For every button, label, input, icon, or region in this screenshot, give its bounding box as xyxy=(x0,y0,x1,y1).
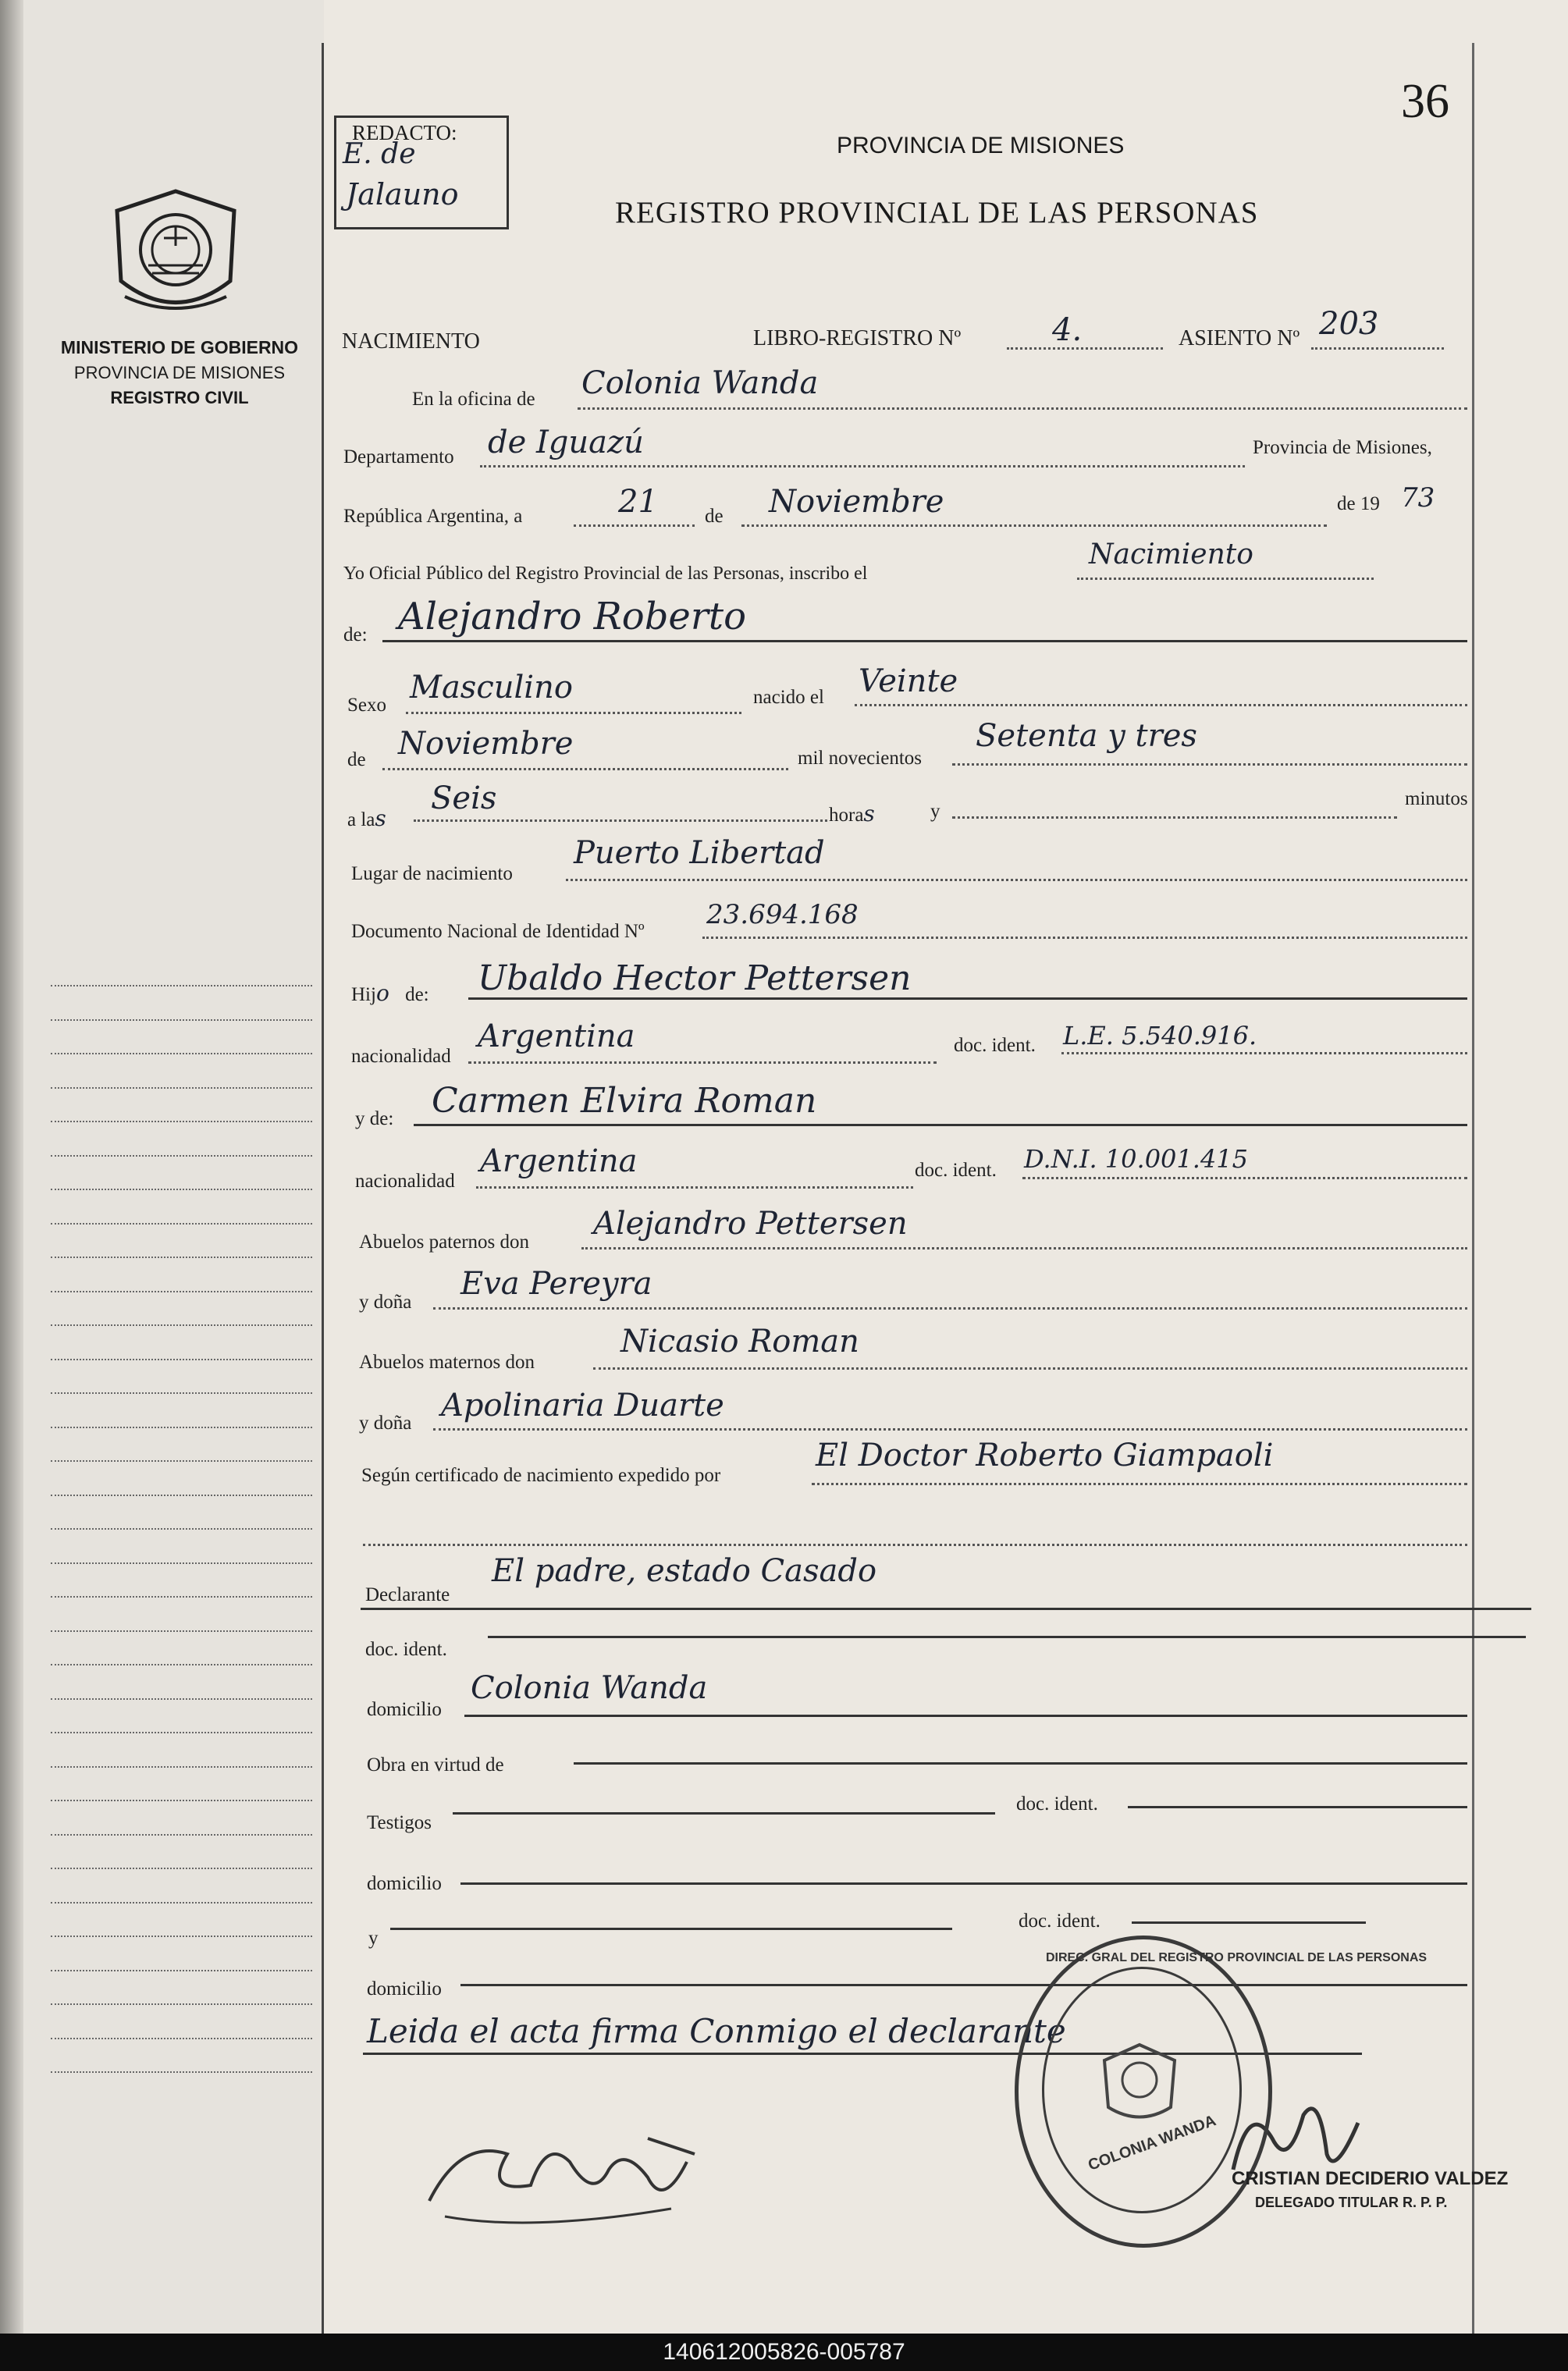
redacto-hand-2: Jalauno xyxy=(346,177,459,212)
declarante-docident-line xyxy=(488,1636,1526,1638)
ala-label xyxy=(347,805,386,831)
abuela-materna-label: y doña xyxy=(359,1413,412,1434)
year-prefix: de 19 xyxy=(1337,493,1380,514)
domicilio2-line xyxy=(460,1882,1467,1885)
mil-dots xyxy=(952,763,1467,766)
document-code-bar xyxy=(0,2334,1568,2371)
sexo-dots xyxy=(406,712,741,714)
sexo-value: Masculino xyxy=(410,670,573,706)
asiento-dots xyxy=(1311,347,1444,350)
hora-text: hora xyxy=(829,805,864,826)
asiento-value: 203 xyxy=(1319,306,1379,342)
testigos-docident-label: doc. ident. xyxy=(1016,1793,1098,1815)
name-label: de: xyxy=(343,624,368,645)
ministry-line-3: REGISTRO CIVIL xyxy=(110,388,249,407)
redacto-label: REDACTO: xyxy=(352,121,457,144)
margin-dotted-line xyxy=(51,1019,312,1021)
certificado-dots-2 xyxy=(363,1544,1467,1546)
abuelo-paterno-value: Alejandro Pettersen xyxy=(593,1206,908,1242)
asiento-label: ASIENTO Nº xyxy=(1179,326,1300,350)
declarant-signature-icon xyxy=(414,2107,741,2240)
day-dots xyxy=(574,524,695,527)
certificado-dots xyxy=(812,1483,1467,1485)
minutos-dots xyxy=(952,816,1397,819)
mother-docident-label: doc. ident. xyxy=(915,1160,997,1181)
stamp-inner-text: COLONIA WANDA xyxy=(1086,2112,1218,2174)
mother-nationality-value: Argentina xyxy=(480,1143,638,1179)
y2-docident-label: doc. ident. xyxy=(1019,1911,1100,1932)
libro-dots xyxy=(1007,347,1163,350)
declarante-label: Declarante xyxy=(365,1584,450,1605)
margin-dotted-line xyxy=(51,1528,312,1530)
month-dots xyxy=(741,524,1327,527)
margin-dotted-line xyxy=(51,1392,312,1394)
name-line xyxy=(382,640,1467,642)
libro-label: LIBRO-REGISTRO Nº xyxy=(753,326,962,350)
mother-nationality-label: nacionalidad xyxy=(355,1171,455,1192)
obra-line xyxy=(574,1762,1467,1765)
hijo-text: Hij xyxy=(351,984,376,1005)
declarante-value: El padre, estado Casado xyxy=(492,1553,877,1589)
margin-dotted-line xyxy=(51,2038,312,2039)
hijo-suffix: o xyxy=(375,980,389,1006)
ala-suffix: s xyxy=(375,805,386,831)
margin-dotted-line xyxy=(51,1698,312,1700)
oficina-label: En la oficina de xyxy=(412,389,535,410)
margin-dotted-line xyxy=(51,1291,312,1292)
oficina-dots xyxy=(578,407,1467,410)
margin-dotted-line xyxy=(51,1664,312,1665)
day-value: 21 xyxy=(618,484,658,520)
lugar-label: Lugar de nacimiento xyxy=(351,863,513,884)
domicilio2-label: domicilio xyxy=(367,1873,442,1894)
margin-dotted-line xyxy=(51,1630,312,1632)
ministry-line-2: PROVINCIA DE MISIONES xyxy=(73,363,286,382)
departamento-dots xyxy=(480,465,1245,467)
margin-dotted-line xyxy=(51,2071,312,2073)
redacto-box xyxy=(334,116,509,229)
record-type-label: NACIMIENTO xyxy=(342,329,480,354)
ministry-line-1: MINISTERIO DE GOBIERNO xyxy=(60,337,299,357)
margin-dotted-line xyxy=(51,985,312,986)
margin-dotted-line xyxy=(51,2003,312,2005)
departamento-label: Departamento xyxy=(343,446,454,467)
hora-value: Seis xyxy=(431,780,497,816)
margin-dotted-line xyxy=(51,1324,312,1326)
margin-dotted-line xyxy=(51,1189,312,1190)
margin-dotted-line xyxy=(51,1800,312,1801)
father-docident-label: doc. ident. xyxy=(954,1035,1036,1056)
provincia-label: Provincia de Misiones, xyxy=(1253,437,1432,458)
testigos-line xyxy=(453,1812,995,1815)
margin-dotted-line xyxy=(51,1902,312,1904)
signatory-role: DELEGADO TITULAR R. P. P. xyxy=(1255,2195,1448,2210)
republica-label: República Argentina, a xyxy=(343,506,523,527)
oficial-dots xyxy=(1077,578,1374,580)
de-label: de xyxy=(705,506,724,527)
obra-label: Obra en virtud de xyxy=(367,1754,504,1776)
certificado-value: El Doctor Roberto Giampaoli xyxy=(816,1438,1274,1473)
abuelo-materno-value: Nicasio Roman xyxy=(620,1324,859,1360)
abuelos-paternos-label: Abuelos paternos don xyxy=(359,1232,530,1253)
hijo-label xyxy=(351,980,429,1006)
mil-label: mil novecientos xyxy=(798,748,922,769)
hora-dots xyxy=(414,819,827,822)
margin-dotted-line xyxy=(51,1562,312,1564)
abuela-materna-value: Apolinaria Duarte xyxy=(441,1388,724,1424)
father-doc-value: L.E. 5.540.916. xyxy=(1063,1021,1257,1050)
father-nationality-label: nacionalidad xyxy=(351,1046,451,1067)
abuelo-materno-dots xyxy=(593,1367,1467,1370)
margin-dotted-line xyxy=(51,1223,312,1225)
father-nationality-value: Argentina xyxy=(478,1018,635,1054)
mother-doc-value: D.N.I. 10.001.415 xyxy=(1024,1144,1249,1174)
documento-label: Documento Nacional de Identidad Nº xyxy=(351,921,645,942)
mil-value: Setenta y tres xyxy=(976,718,1197,754)
abuelo-paterno-dots xyxy=(581,1247,1467,1249)
birth-month-label: de xyxy=(347,749,366,770)
abuela-paterna-label: y doña xyxy=(359,1292,412,1313)
mother-nationality-dots xyxy=(476,1186,913,1189)
domicilio3-label: domicilio xyxy=(367,1978,442,2000)
margin-dotted-line xyxy=(51,1257,312,1258)
margin-dotted-line xyxy=(51,1732,312,1733)
lugar-value: Puerto Libertad xyxy=(574,835,825,871)
binding-shadow xyxy=(0,0,23,2334)
departamento-value: de Iguazú xyxy=(488,425,644,460)
declarante-docident-label: doc. ident. xyxy=(365,1639,447,1660)
margin-dotted-line xyxy=(51,1970,312,1971)
domicilio-line xyxy=(464,1715,1467,1717)
year-value: 73 xyxy=(1401,482,1435,514)
libro-value: 4. xyxy=(1052,312,1083,348)
nacido-label: nacido el xyxy=(753,687,824,708)
father-docident-dots xyxy=(1061,1052,1467,1054)
sexo-label: Sexo xyxy=(347,695,386,716)
margin-dotted-line xyxy=(51,1868,312,1869)
oficial-value: Nacimiento xyxy=(1089,539,1253,571)
abuela-paterna-value: Eva Pereyra xyxy=(460,1266,652,1302)
testigos-label: Testigos xyxy=(367,1812,432,1833)
hijo-de-text: de: xyxy=(405,984,429,1005)
ala-text: a la xyxy=(347,809,375,830)
margin-dotted-line xyxy=(51,1460,312,1462)
margin-dotted-line xyxy=(51,1936,312,1937)
name-value: Alejandro Roberto xyxy=(398,595,746,638)
margin-dotted-line xyxy=(51,1834,312,1836)
mother-value: Carmen Elvira Roman xyxy=(432,1081,817,1121)
nacido-value: Veinte xyxy=(859,663,958,699)
father-nationality-dots xyxy=(468,1061,937,1064)
y2-label: y xyxy=(368,1928,379,1949)
domicilio3-line xyxy=(460,1984,1467,1986)
testigos-docident-line xyxy=(1128,1806,1467,1808)
y2-docident-line xyxy=(1132,1921,1366,1924)
mother-line xyxy=(414,1124,1467,1126)
oficina-value: Colonia Wanda xyxy=(581,365,819,401)
lugar-dots xyxy=(566,879,1467,881)
declarante-line xyxy=(361,1608,1531,1610)
margin-dotted-line xyxy=(51,1121,312,1122)
nacido-dots xyxy=(855,704,1467,706)
margin-dotted-line xyxy=(51,1155,312,1157)
margin-dotted-line xyxy=(51,1766,312,1768)
mother-docident-dots xyxy=(1022,1177,1467,1179)
provincial-seal-icon xyxy=(109,187,242,328)
minutos-label: minutos xyxy=(1405,788,1468,809)
y-label: y xyxy=(930,801,940,822)
hora-label xyxy=(829,801,875,826)
page-number: 36 xyxy=(1401,75,1449,128)
documento-dots xyxy=(702,937,1467,939)
month-value: Noviembre xyxy=(769,484,944,520)
y2-line xyxy=(390,1928,952,1930)
birth-month-dots xyxy=(382,768,788,770)
documento-value: 23.694.168 xyxy=(706,899,859,930)
certificado-label: Según certificado de nacimiento expedido por xyxy=(361,1465,721,1486)
domicilio-value: Colonia Wanda xyxy=(471,1670,708,1706)
domicilio-label: domicilio xyxy=(367,1699,442,1720)
signatory-name: CRISTIAN DECIDERIO VALDEZ xyxy=(1232,2168,1509,2189)
father-value: Ubaldo Hector Pettersen xyxy=(478,958,912,998)
abuela-materna-dots xyxy=(433,1428,1467,1431)
document-code: 140612005826-005787 xyxy=(663,2339,905,2365)
margin-dotted-line xyxy=(51,1495,312,1496)
margin-dotted-line xyxy=(51,1053,312,1054)
oficial-label: Yo Oficial Público del Registro Provincial de las Personas, inscribo el xyxy=(343,563,868,584)
page-right-border xyxy=(1472,43,1474,2334)
margin-dotted-line xyxy=(51,1427,312,1428)
page-left-border xyxy=(322,43,324,2334)
mother-label: y de: xyxy=(355,1108,394,1129)
ministry-header xyxy=(39,337,320,408)
stamp-emblem-icon xyxy=(1097,2037,1182,2131)
margin-dotted-line xyxy=(51,1087,312,1089)
hora-suffix: s xyxy=(863,801,875,826)
province-title: PROVINCIA DE MISIONES xyxy=(837,133,1125,158)
redacto-hand-1: E. de xyxy=(343,138,416,170)
birth-month-value: Noviembre xyxy=(398,726,574,762)
margin-dotted-line xyxy=(51,1359,312,1360)
registry-title: REGISTRO PROVINCIAL DE LAS PERSONAS xyxy=(615,196,1259,229)
leida-value: Leida el acta firma Conmigo el declarante xyxy=(367,2012,1066,2050)
abuelos-maternos-label: Abuelos maternos don xyxy=(359,1352,535,1373)
abuela-paterna-dots xyxy=(433,1307,1467,1310)
margin-dotted-line xyxy=(51,1596,312,1598)
stamp-outer-text: DIREC. GRAL DEL REGISTRO PROVINCIAL DE LAS PERSONAS xyxy=(1046,1951,1428,1964)
